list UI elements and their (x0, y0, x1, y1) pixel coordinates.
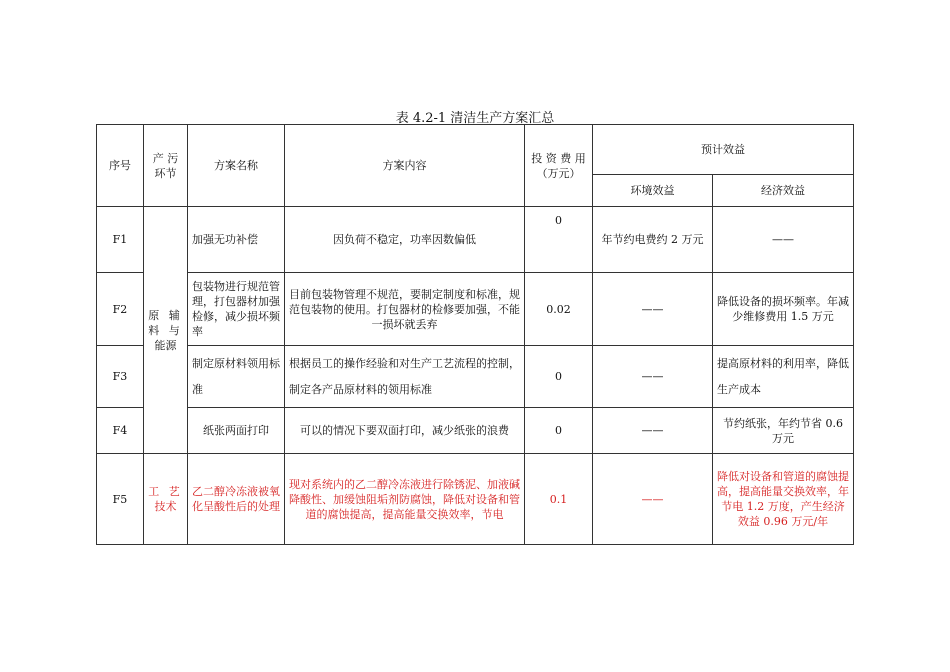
header-stage (144, 125, 188, 207)
table-row (97, 207, 854, 273)
header-stage-line2: 环节 (154, 166, 177, 180)
row-env: 年节约电费约 2 万元 (593, 207, 713, 273)
row-id: F5 (97, 454, 144, 545)
group-label-line2: 料 与 (148, 323, 183, 337)
header-content: 方案内容 (285, 125, 525, 207)
row-env: —— (593, 346, 713, 408)
row-env: —— (593, 408, 713, 454)
header-econ: 经济效益 (713, 175, 854, 207)
row-invest: 0.1 (525, 454, 593, 545)
header-invest-line1: 投 资 费 用 (531, 151, 586, 165)
row-econ: —— (713, 207, 854, 273)
group-label-line1: 工 艺 (148, 485, 183, 498)
row-content: 因负荷不稳定，功率因数偏低 (285, 207, 525, 273)
table-row (97, 454, 854, 545)
group-label (144, 454, 188, 545)
header-invest-line2: （万元） (536, 166, 581, 180)
row-name: 加强无功补偿 (188, 207, 285, 273)
row-id: F1 (97, 207, 144, 273)
row-name: 包装物进行规范管理，打包器材加强检修，减少损坏频率 (188, 273, 285, 346)
row-name: 制定原材料领用标准 (188, 346, 285, 408)
table-caption: 表 4.2-1 清洁生产方案汇总 (395, 111, 555, 126)
row-econ: 降低设备的损坏频率。年减少维修费用 1.5 万元 (713, 273, 854, 346)
table-row (97, 273, 854, 346)
header-benefit: 预计效益 (593, 125, 854, 175)
header-stage-line1: 产 污 (152, 151, 179, 165)
row-content: 目前包装物管理不规范，要制定制度和标准，规范包装物的使用。打包器材的检修要加强，不能一损坏就丢弃 (285, 273, 525, 346)
clean-production-table (96, 124, 854, 545)
row-content: 现对系统内的乙二醇冷冻液进行除锈泥、加液碱降酸性、加缓蚀阻垢剂防腐蚀，降低对设备和管道的腐蚀提高，提高能量交换效率，节电 (285, 454, 525, 545)
table-row (97, 408, 854, 454)
header-env: 环境效益 (593, 175, 713, 207)
row-id: F2 (97, 273, 144, 346)
row-name: 纸张两面打印 (188, 408, 285, 454)
row-econ: 节约纸张，年约节省 0.6 万元 (713, 408, 854, 454)
row-name: 乙二醇冷冻液被氧化呈酸性后的处理 (188, 454, 285, 545)
header-invest (525, 125, 593, 207)
row-invest: 0 (525, 346, 593, 408)
group-label (144, 207, 188, 454)
row-content: 根据员工的操作经验和对生产工艺流程的控制，制定各产品原材料的领用标准 (285, 346, 525, 408)
row-id: F3 (97, 346, 144, 408)
row-content: 可以的情况下要双面打印，减少纸张的浪费 (285, 408, 525, 454)
group-label-line3: 能源 (154, 338, 177, 352)
table-row (97, 346, 854, 408)
row-invest: 0 (525, 408, 593, 454)
header-seq: 序号 (97, 125, 144, 207)
row-id: F4 (97, 408, 144, 454)
row-invest: 0.02 (525, 273, 593, 346)
header-name: 方案名称 (188, 125, 285, 207)
group-label-line2: 技术 (154, 500, 177, 513)
group-label-line1: 原 辅 (148, 308, 183, 322)
row-econ: 提高原材料的利用率，降低生产成本 (713, 346, 854, 408)
row-env: —— (593, 273, 713, 346)
row-env: —— (593, 454, 713, 545)
row-invest: 0 (525, 207, 593, 273)
row-econ: 降低对设备和管道的腐蚀提高，提高能量交换效率，年节电 1.2 万度，产生经济效益 0.96 万元/年 (713, 454, 854, 545)
